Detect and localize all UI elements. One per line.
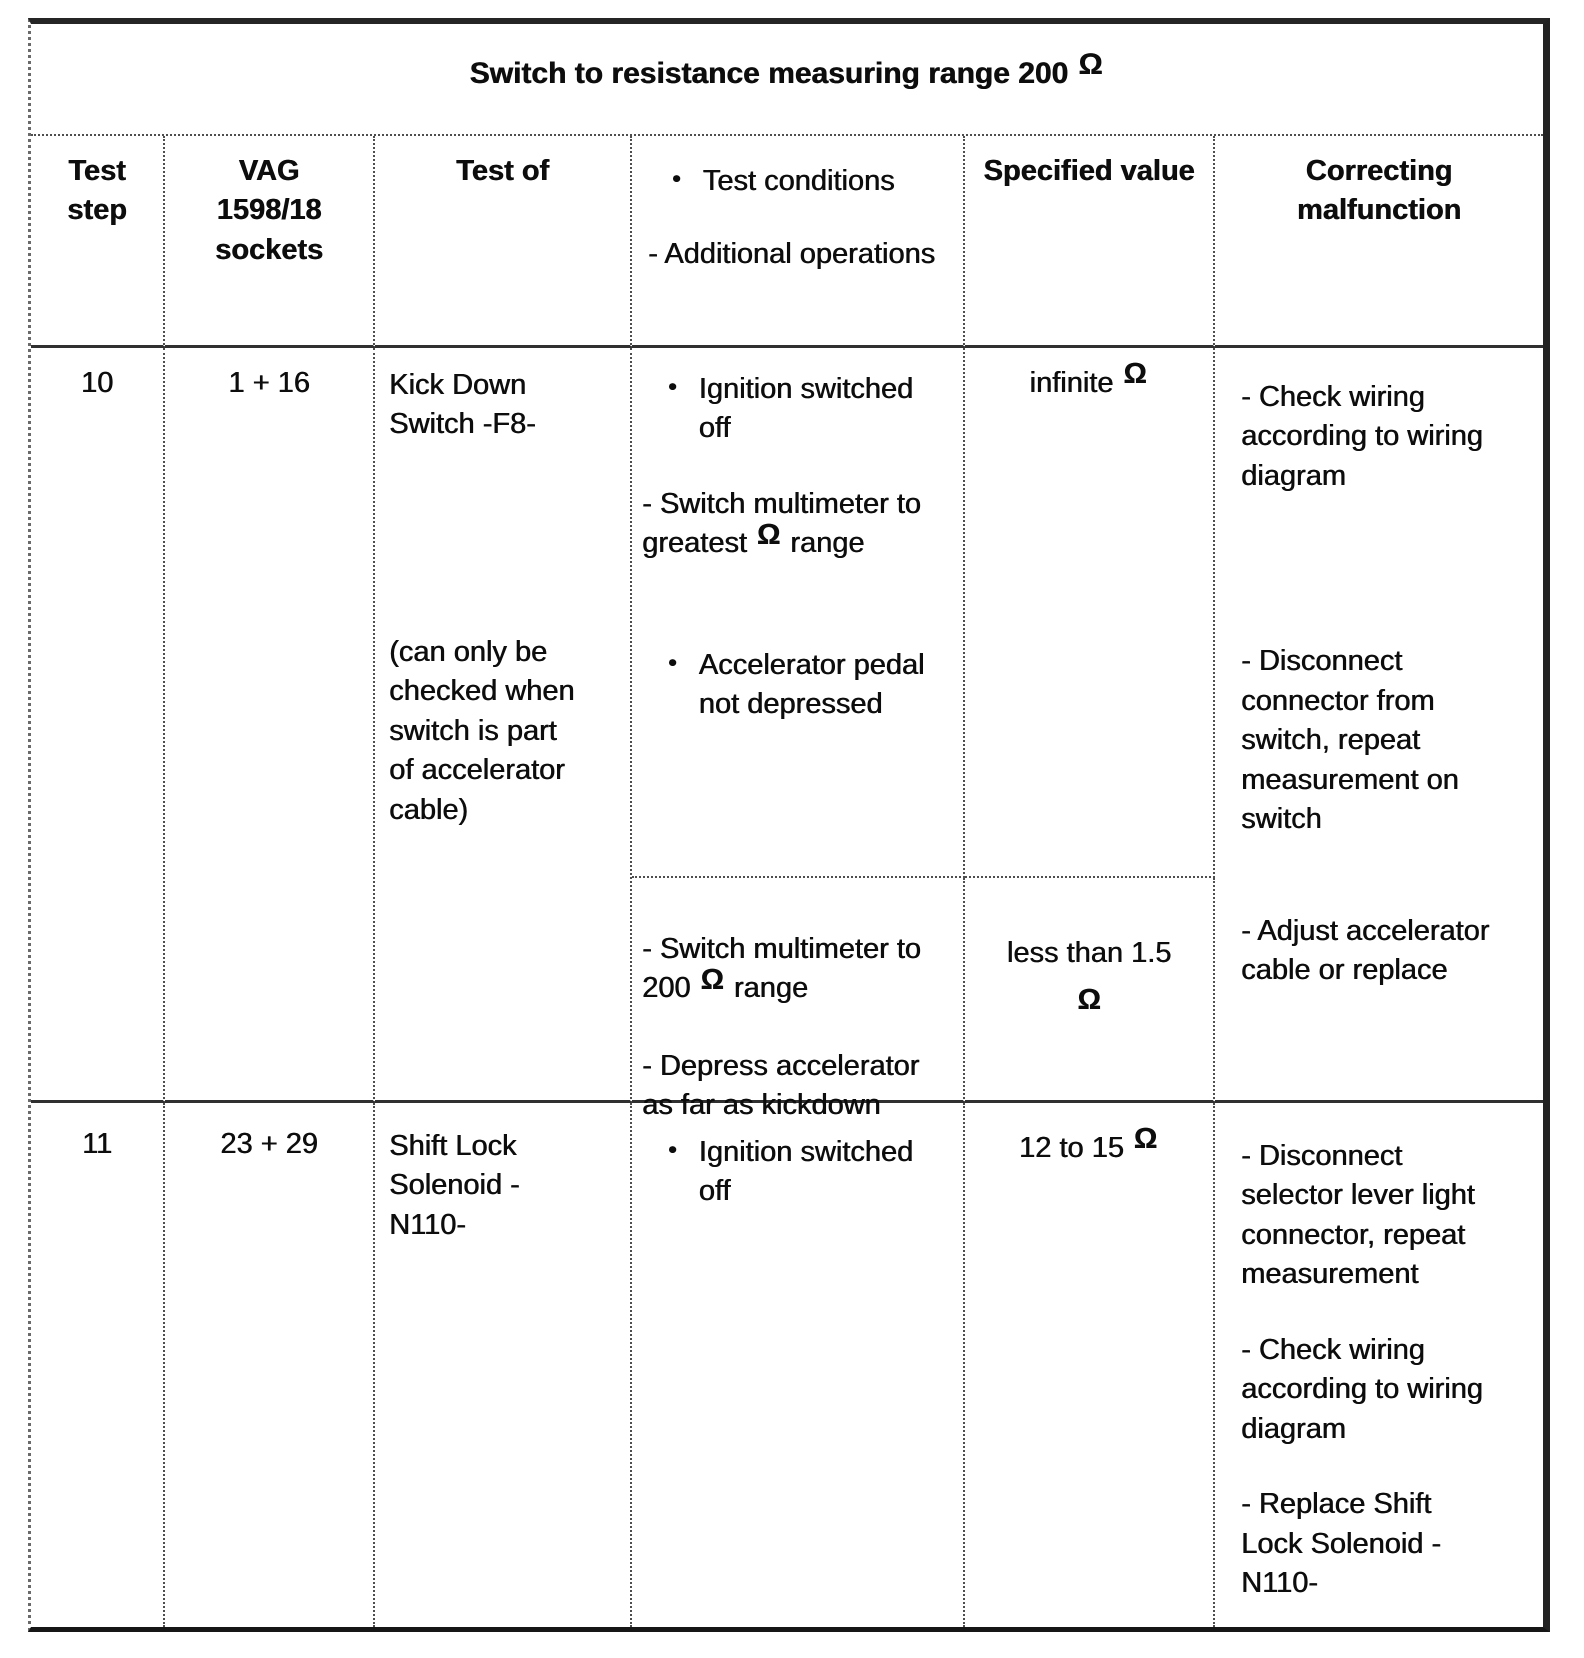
bullet-icon: • xyxy=(668,649,677,677)
row11-correcting-malfunction xyxy=(1215,1103,1543,1627)
row10-test-conditions xyxy=(632,348,965,878)
row11-fix-2: - Check wiring according to wiring diagram xyxy=(1241,1333,1483,1445)
row11-test-conditions xyxy=(632,1103,965,1627)
resistance-test-table xyxy=(28,18,1550,1632)
row10-test-of xyxy=(375,348,632,1103)
row10-fix-3: - Adjust accelerator cable or replace xyxy=(1241,914,1490,986)
row10-sub-dash-2: - Depress accelerator as far as kickdown xyxy=(642,1049,920,1122)
header-conditions-line xyxy=(646,162,949,201)
omega-symbol: Ω xyxy=(1133,1123,1158,1156)
row10-test-step: 10 xyxy=(31,348,165,1103)
bullet-icon: • xyxy=(668,374,677,401)
header-sockets: VAG 1598/18 sockets xyxy=(165,136,375,348)
row10-correcting-malfunction xyxy=(1215,348,1543,1103)
omega-symbol: Ω xyxy=(700,963,724,996)
row11-condition-1-text: Ignition switched off xyxy=(698,1136,914,1208)
row10-dash1-post: range xyxy=(782,527,865,560)
row10-sub-dash1-post: range xyxy=(725,972,808,1005)
omega-symbol: Ω xyxy=(1078,48,1103,81)
header-correcting-malfunction: Correcting malfunction xyxy=(1215,136,1543,348)
header-operations-label: - Additional operations xyxy=(648,238,935,271)
omega-symbol: Ω xyxy=(756,518,781,551)
row10-sub-dash-1 xyxy=(642,930,951,1009)
row11-sockets: 23 + 29 xyxy=(165,1103,375,1627)
row10-value-text: infinite xyxy=(1029,367,1122,399)
omega-symbol: Ω xyxy=(1077,984,1101,1017)
row10-sub-specified-value xyxy=(965,878,1215,1103)
row11-condition-bullet-1 xyxy=(642,1133,951,1212)
header-test-step: Test step xyxy=(31,136,165,348)
row10-sub-test-conditions xyxy=(632,878,965,1122)
row10-test-of-note: (can only be checked when switch is part of accelerator cable) xyxy=(389,635,575,826)
row10-dash1-pre: - Switch multimeter to greatest xyxy=(642,487,921,560)
row11-fix-1: - Disconnect selector lever light connector, repeat measurement xyxy=(1241,1140,1475,1291)
row11-test-step: 11 xyxy=(31,1103,165,1627)
bullet-icon: • xyxy=(672,166,681,193)
header-conditions-label: Test conditions xyxy=(702,165,895,197)
table-title xyxy=(31,24,1543,136)
row10-test-of-name: Kick Down Switch -F8- xyxy=(389,369,536,441)
row10-specified-value xyxy=(965,348,1215,878)
row10-condition-bullet-2 xyxy=(642,646,951,725)
row10-fix-2: - Disconnect connector from switch, repeat measurement on switch xyxy=(1241,645,1459,836)
row10-sub-value-text: less than 1.5 xyxy=(1006,937,1172,969)
row10-sub-dash1-pre: - Switch multimeter to 200 xyxy=(642,933,921,1005)
row11-fix-3: - Replace Shift Lock Solenoid - N110- xyxy=(1241,1488,1441,1599)
header-test-conditions xyxy=(632,136,965,348)
table-title-text: Switch to resistance measuring range 200 xyxy=(469,57,1077,90)
row11-test-of: Shift Lock Solenoid -N110- xyxy=(375,1103,632,1627)
row11-specified-value xyxy=(965,1103,1215,1627)
row10-sockets: 1 + 16 xyxy=(165,348,375,1103)
omega-symbol: Ω xyxy=(1123,358,1147,391)
row10-condition-bullet-1 xyxy=(642,370,951,449)
bullet-icon: • xyxy=(668,1137,677,1164)
row10-condition-2-text: Accelerator pedal not depressed xyxy=(698,648,925,721)
header-test-of: Test of xyxy=(375,136,632,348)
row10-condition-1-text: Ignition switched off xyxy=(698,373,914,445)
row11-value-text: 12 to 15 xyxy=(1018,1132,1132,1164)
header-specified-value: Specified value xyxy=(965,136,1215,348)
row10-fix-1: - Check wiring according to wiring diagram xyxy=(1241,381,1483,492)
row10-condition-dash-1 xyxy=(642,485,951,564)
